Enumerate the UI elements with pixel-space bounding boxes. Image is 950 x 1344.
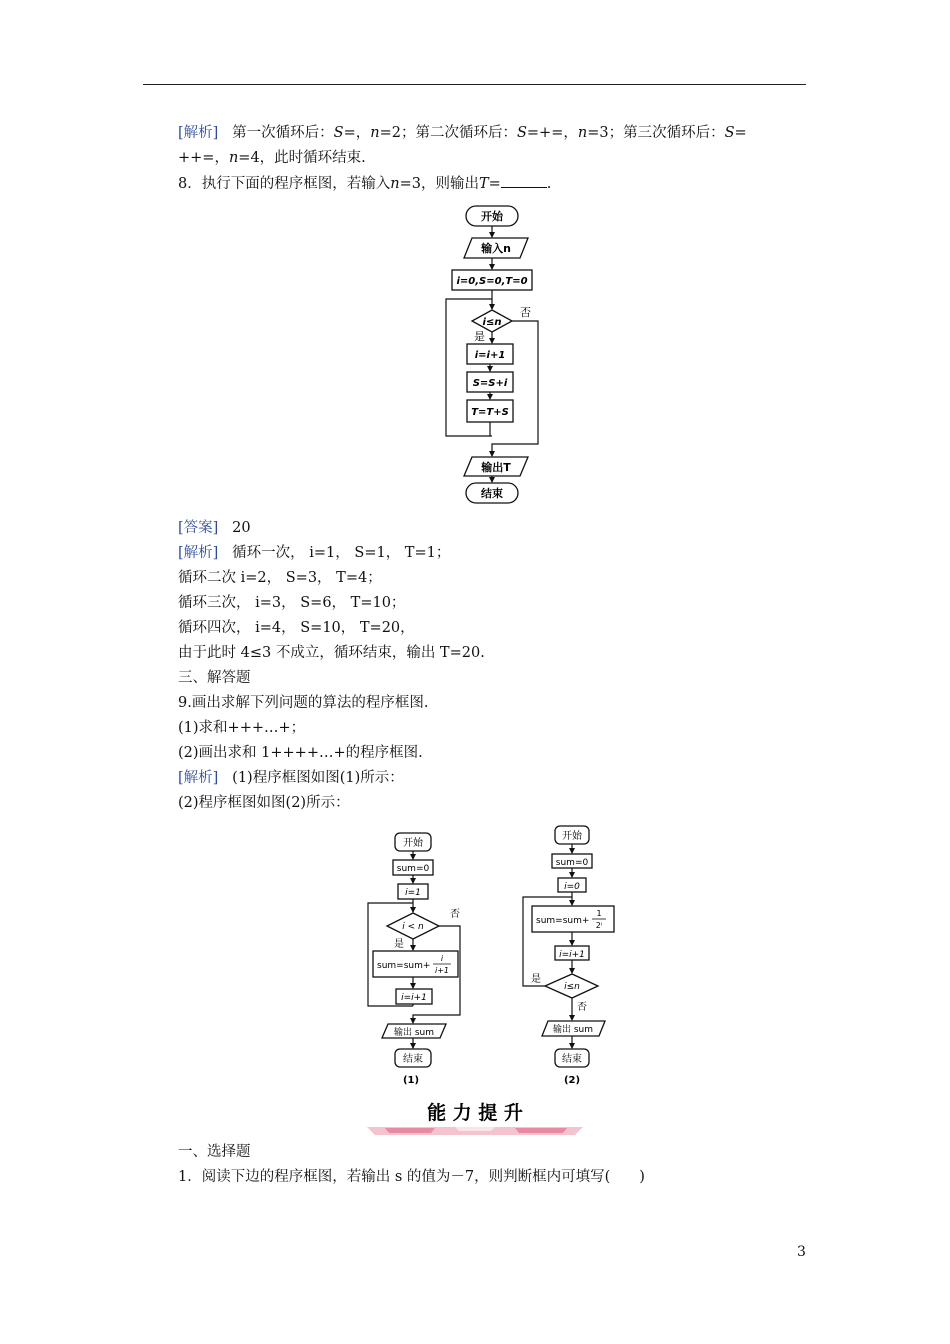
solution-line-5: 由于此时 4≤3 不成立，循环结束，输出 T=20. bbox=[178, 645, 485, 661]
analysis-text: =2；第二次循环后： bbox=[379, 125, 517, 141]
analysis-line-2 bbox=[178, 148, 366, 168]
q8-text: . bbox=[546, 176, 552, 192]
end-label: 结束 bbox=[481, 487, 503, 500]
analysis-line-1 bbox=[178, 123, 747, 143]
question-8 bbox=[178, 173, 551, 194]
var-t: T bbox=[478, 176, 489, 192]
question-9-part-1: (1)求和+++…+； bbox=[178, 720, 306, 736]
question-9: 9.画出求解下列问题的算法的程序框图. bbox=[178, 695, 429, 711]
header-rule bbox=[143, 84, 806, 85]
frac-num: i bbox=[440, 954, 444, 963]
start-label: 开始 bbox=[481, 210, 503, 223]
var-n: n bbox=[370, 125, 380, 141]
yes-label: 是 bbox=[394, 939, 404, 950]
analysis-text: = bbox=[734, 125, 747, 141]
solution-line-4: 循环四次， i=4， S=10， T=20， bbox=[178, 620, 415, 636]
init-label: i=0,S=0,T=0 bbox=[456, 276, 528, 287]
var-n: n bbox=[228, 150, 239, 166]
init-label-1: sum=0 bbox=[396, 864, 430, 874]
var-s: S bbox=[333, 125, 344, 141]
section-title-1: 一、选择题 bbox=[178, 1144, 251, 1160]
q8-text: =3，则输出 bbox=[399, 176, 479, 192]
input-label: 输入n bbox=[481, 242, 511, 255]
analysis-text: =+=， bbox=[526, 125, 578, 141]
var-n: n bbox=[390, 176, 400, 192]
answer-value: 20 bbox=[232, 520, 251, 536]
answer-line bbox=[178, 518, 251, 538]
output-label: 输出T bbox=[481, 461, 511, 474]
init-label-2: i=1 bbox=[405, 888, 421, 898]
no-label: 否 bbox=[520, 306, 531, 319]
output-label: 输出 sum bbox=[552, 1025, 594, 1035]
solution-line-2: 循环二次 i=2， S=3， T=4； bbox=[178, 570, 382, 586]
section-banner bbox=[345, 1097, 605, 1137]
question-1: 1．阅读下边的程序框图，若输出 s 的值为－7，则判断框内可填写( ) bbox=[178, 1169, 645, 1185]
output-label: 输出 sum bbox=[393, 1028, 435, 1038]
step-label: i=i+1 bbox=[401, 993, 427, 1003]
frac-den: i+1 bbox=[434, 966, 450, 975]
var-s: S bbox=[724, 125, 735, 141]
analysis-text: =， bbox=[343, 125, 371, 141]
answer-blank bbox=[501, 173, 547, 188]
analysis-text: =4，此时循环结束. bbox=[238, 150, 366, 166]
section-title-3: 三、解答题 bbox=[178, 670, 251, 686]
var-s: S bbox=[516, 125, 527, 141]
end-label: 结束 bbox=[562, 1054, 582, 1065]
page-number: 3 bbox=[797, 1244, 806, 1260]
no-label: 否 bbox=[577, 1002, 587, 1013]
q8-text: 8．执行下面的程序框图，若输入 bbox=[178, 176, 391, 192]
solution-text: 循环一次， i=1， S=1， T=1； bbox=[232, 545, 451, 561]
step-label-3: T=T+S bbox=[471, 407, 509, 418]
frac-num: 1 bbox=[596, 909, 602, 918]
q9-analysis-tag: [解析] bbox=[178, 770, 219, 786]
solution-tag: [解析] bbox=[178, 545, 219, 561]
var-n: n bbox=[577, 125, 588, 141]
start-label: 开始 bbox=[403, 838, 423, 849]
q9-analysis-text: (1)程序框图如图(1)所示： bbox=[232, 770, 404, 786]
body-prefix: sum=sum+ bbox=[377, 961, 431, 971]
step-label: i=i+1 bbox=[559, 950, 585, 960]
yes-label: 是 bbox=[474, 330, 485, 343]
flowchart-sum-1 bbox=[360, 825, 480, 1090]
flowchart-sum-2 bbox=[515, 820, 625, 1090]
step-label-2: S=S+i bbox=[472, 378, 508, 389]
flowchart-q8 bbox=[430, 200, 560, 505]
no-label: 否 bbox=[450, 909, 460, 920]
end-label: 结束 bbox=[403, 1054, 423, 1065]
analysis-text: 第一次循环后： bbox=[232, 125, 334, 141]
q9-analysis-line-1 bbox=[178, 768, 404, 788]
analysis-tag: [解析] bbox=[178, 125, 219, 141]
caption: (1) bbox=[402, 1075, 420, 1086]
caption: (2) bbox=[563, 1075, 581, 1086]
q9-analysis-line-2: (2)程序框图如图(2)所示： bbox=[178, 795, 350, 811]
step-label-1: i=i+1 bbox=[474, 350, 506, 361]
analysis-text: ++=， bbox=[178, 150, 229, 166]
question-9-part-2: (2)画出求和 1++++…+的程序框图. bbox=[178, 745, 423, 761]
yes-label: 是 bbox=[531, 974, 541, 985]
banner-text: 能 力 提 升 bbox=[427, 1102, 523, 1124]
body-prefix: sum=sum+ bbox=[536, 916, 590, 926]
q8-text: = bbox=[488, 176, 501, 192]
condition-label: i < n bbox=[402, 922, 424, 932]
solution-line-1 bbox=[178, 543, 450, 563]
start-label: 开始 bbox=[562, 831, 582, 842]
analysis-text: =3；第三次循环后： bbox=[587, 125, 725, 141]
answer-tag: [答案] bbox=[178, 520, 219, 536]
condition-label: i≤n bbox=[564, 982, 580, 992]
condition-label: i≤n bbox=[482, 317, 502, 328]
solution-line-3: 循环三次， i=3， S=6， T=10； bbox=[178, 595, 406, 611]
init-label-2: i=0 bbox=[564, 882, 580, 892]
init-label-1: sum=0 bbox=[555, 858, 589, 868]
frac-den: 2ⁱ bbox=[595, 921, 603, 930]
